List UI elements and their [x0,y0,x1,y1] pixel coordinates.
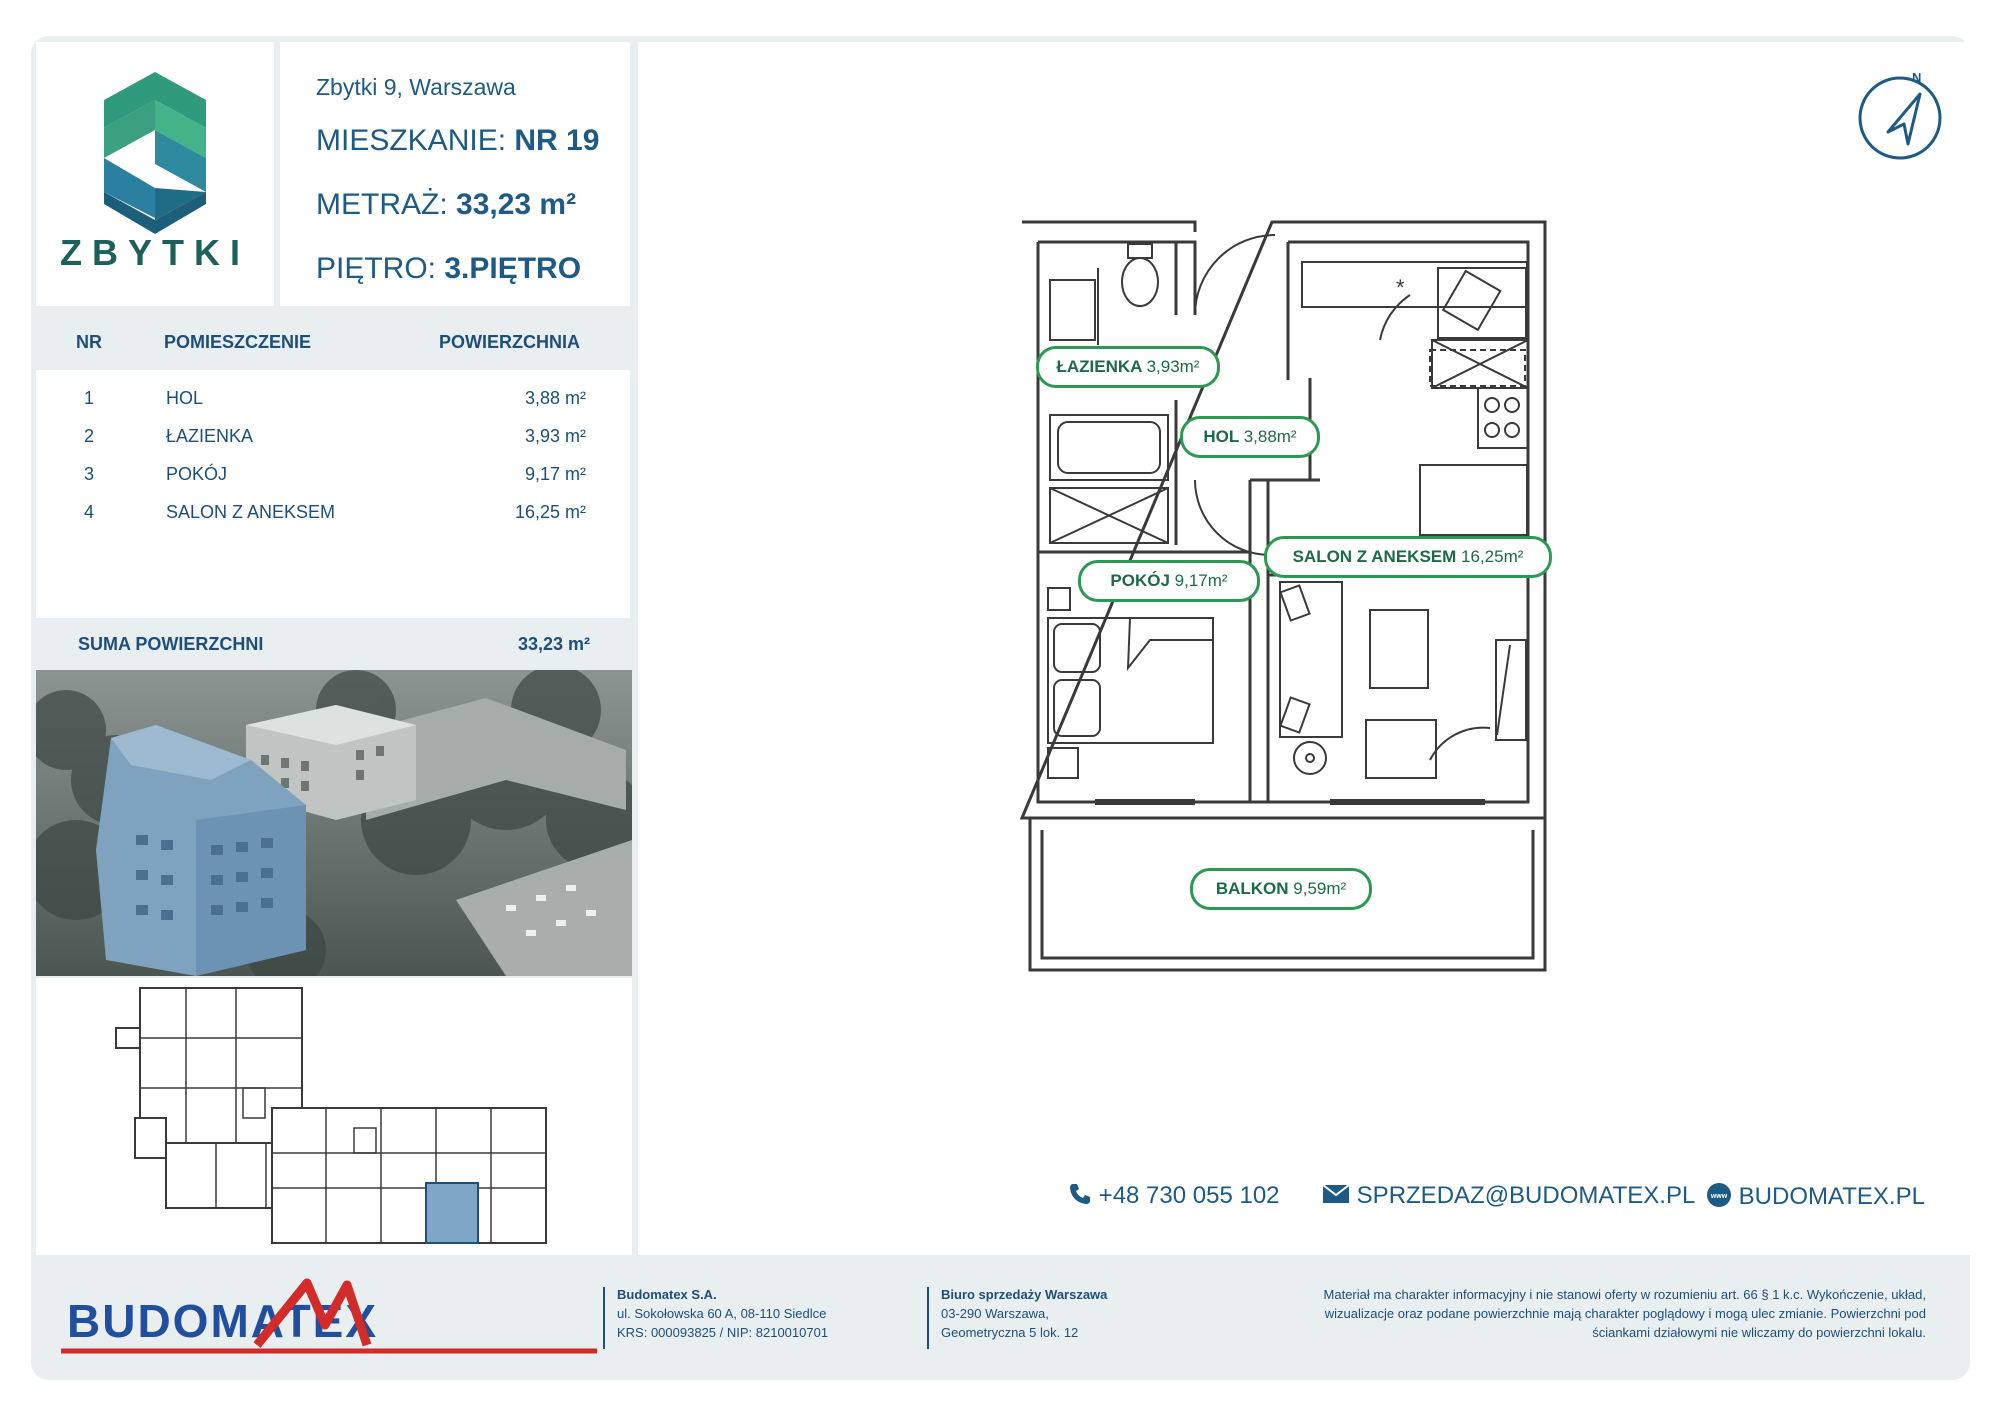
apartment-area-label: METRAŻ: [316,188,448,221]
north-label: N [1912,70,1922,85]
label-hall [1180,416,1320,458]
apartment-area-value: 33,23 m² [456,188,577,221]
company-info [617,1285,828,1342]
contact-website[interactable] [1706,1182,1925,1211]
apartment-area [316,188,576,222]
budomatex-logo-icon [57,1275,607,1365]
address: Zbytki 9, Warszawa [316,74,516,100]
phone-icon [1068,1182,1092,1206]
website-url: BUDOMATEX.PL [1738,1183,1925,1210]
label-room-area: 9,17m² [1174,571,1228,590]
row-area: 3,93 m² [524,426,586,446]
office-name: Biuro sprzedaży Warszawa [941,1287,1108,1302]
label-balcony-area: 9,59m² [1293,879,1347,898]
footer-separator [927,1287,929,1349]
aerial-photo-image [36,670,632,976]
row-room: HOL [166,388,204,408]
office-line2: Geometryczna 5 lok. 12 [941,1325,1079,1340]
brand-name: ZBYTKI [60,232,250,273]
apartment-floor-label: PIĘTRO: [316,252,437,285]
apartment-number [316,124,599,158]
floor-plan-panel [638,42,1970,1255]
row-room: POKÓJ [166,464,228,484]
footer [31,1257,1970,1380]
sum-label: SUMA POWIERZCHNI [78,634,264,654]
www-icon [1706,1182,1732,1208]
col-room: POMIESZCZENIE [164,332,312,352]
office-line1: 03-290 Warszawa, [941,1306,1049,1321]
row-nr: 2 [84,426,95,446]
label-living [1264,536,1552,578]
table-row [36,494,630,532]
area-sum-row [36,620,630,668]
svg-text:www: www [1710,1193,1728,1200]
label-room [1078,560,1260,602]
company-address: ul. Sokołowska 60 A, 08-110 Siedlce [617,1306,827,1321]
row-nr: 3 [84,464,95,484]
label-hall-name: HOL [1203,427,1239,446]
mail-icon [1322,1183,1350,1205]
apartment-info [280,42,630,306]
row-area: 16,25 m² [514,502,586,522]
label-room-name: POKÓJ [1110,571,1170,590]
row-area: 9,17 m² [524,464,586,484]
apartment-number-value: NR 19 [514,124,600,157]
brand-logo-panel [36,42,277,306]
footer-separator [603,1287,605,1349]
rooms-table-body [36,370,630,618]
apartment-floor-value: 3.PIĘTRO [444,252,582,285]
disclaimer [1324,1285,1926,1342]
sum-value: 33,23 m² [517,634,590,654]
col-area: POWIERZCHNIA [439,332,580,352]
contact-email[interactable] [1322,1182,1695,1210]
row-nr: 1 [84,388,95,408]
apartment-floor-plan [638,42,1970,1142]
label-living-area: 16,25m² [1461,547,1524,566]
col-nr: NR [76,332,102,352]
disclaimer-line1: Materiał ma charakter informacyjny i nie stanowi oferty w rozumieniu art. 66 § 1 k.c. Wykończenie, układ, [1323,1287,1926,1302]
table-row [36,380,630,418]
row-room: ŁAZIENKA [166,426,254,446]
disclaimer-line2: wizualizacje oraz podane powierzchnie mają charakter poglądowy i mogą ulec zmianie. Powierzchni pod [1324,1306,1926,1321]
table-row [36,418,630,456]
row-room: SALON Z ANEKSEM [166,502,336,522]
aerial-building-photo [36,670,632,976]
company-ids: KRS: 000093825 / NIP: 8210010701 [617,1325,829,1340]
highlighted-apartment [426,1183,478,1243]
contact-phone[interactable] [1068,1182,1280,1210]
office-info [941,1285,1107,1342]
building-key-plan [36,978,632,1255]
table-row [36,456,630,494]
svg-text:*: * [1396,275,1405,300]
label-bathroom [1036,346,1220,388]
key-plan-drawing [36,978,632,1255]
label-hall-area: 3,88m² [1243,427,1297,446]
label-living-name: SALON Z ANEKSEM [1292,547,1457,566]
rooms-table-header [36,310,630,370]
row-nr: 4 [84,502,95,522]
phone-number: +48 730 055 102 [1098,1182,1280,1209]
label-bathroom-name: ŁAZIENKA [1056,357,1142,376]
apartment-number-label: MIESZKANIE: [316,124,507,157]
company-name: Budomatex S.A. [617,1287,717,1302]
footer-logo-text: BUDOMATEX [67,1295,379,1347]
label-balcony [1190,868,1372,910]
disclaimer-line3: ściankami działowymi nie wliczamy do powierzchni lokalu. [1592,1325,1926,1340]
label-balcony-name: BALKON [1215,879,1289,898]
email-address: SPRZEDAZ@BUDOMATEX.PL [1356,1182,1696,1209]
apartment-floor [316,252,581,286]
row-area: 3,88 m² [524,388,586,408]
label-bathroom-area: 3,93m² [1146,357,1200,376]
